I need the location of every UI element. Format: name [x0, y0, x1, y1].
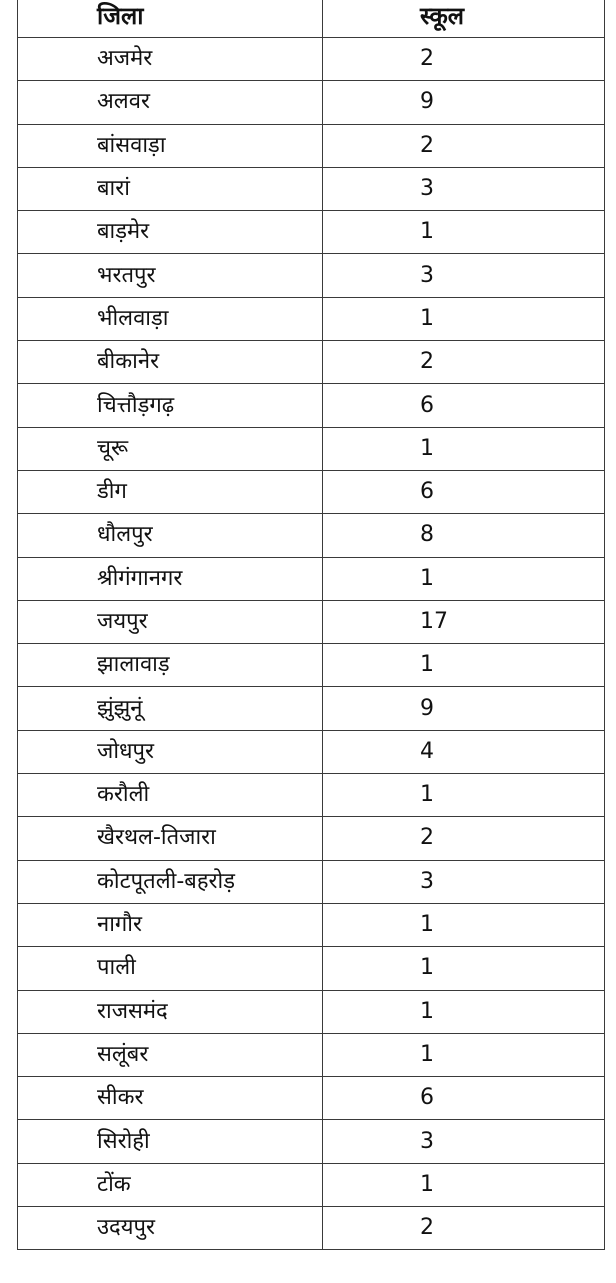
district-name-cell: खैरथल-तिजारा	[18, 817, 323, 860]
district-name-cell: जयपुर	[18, 600, 323, 643]
table-row	[18, 947, 605, 990]
district-name-cell: पाली	[18, 947, 323, 990]
table-row	[18, 470, 605, 513]
table-row	[18, 384, 605, 427]
school-count-cell: 1	[323, 557, 605, 600]
table-row	[18, 774, 605, 817]
table-row	[18, 341, 605, 384]
school-count-cell: 1	[323, 427, 605, 470]
school-count-cell: 1	[323, 644, 605, 687]
table-row	[18, 600, 605, 643]
district-name-cell: अलवर	[18, 81, 323, 124]
school-count-cell: 2	[323, 1207, 605, 1250]
table-header	[18, 0, 605, 38]
table-row	[18, 167, 605, 210]
school-count-cell: 1	[323, 1163, 605, 1206]
table-row	[18, 860, 605, 903]
table-row	[18, 514, 605, 557]
district-name-cell: राजसमंद	[18, 990, 323, 1033]
district-name-cell: चूरू	[18, 427, 323, 470]
school-count-cell: 3	[323, 1120, 605, 1163]
table-body	[18, 38, 605, 1250]
school-count-cell: 1	[323, 1033, 605, 1076]
district-name-cell: कोटपूतली-बहरोड़	[18, 860, 323, 903]
school-count-cell: 2	[323, 124, 605, 167]
school-count-cell: 1	[323, 903, 605, 946]
table-row	[18, 1207, 605, 1250]
district-name-cell: सीकर	[18, 1077, 323, 1120]
school-count-cell: 1	[323, 297, 605, 340]
school-count-cell: 2	[323, 817, 605, 860]
district-name-cell: जोधपुर	[18, 730, 323, 773]
district-name-cell: झुंझुनूं	[18, 687, 323, 730]
table-row	[18, 990, 605, 1033]
school-count-cell: 8	[323, 514, 605, 557]
school-count-cell: 2	[323, 38, 605, 81]
table-row	[18, 211, 605, 254]
table-row	[18, 1077, 605, 1120]
school-count-cell: 9	[323, 81, 605, 124]
district-column-header: जिला	[18, 0, 323, 38]
district-name-cell: सिरोही	[18, 1120, 323, 1163]
schools-column-header: स्कूल	[323, 0, 605, 38]
district-name-cell: करौली	[18, 774, 323, 817]
table-row	[18, 557, 605, 600]
district-name-cell: भीलवाड़ा	[18, 297, 323, 340]
school-count-cell: 4	[323, 730, 605, 773]
school-count-cell: 1	[323, 774, 605, 817]
table-row	[18, 687, 605, 730]
table-row	[18, 1033, 605, 1076]
district-schools-table	[17, 0, 605, 1250]
table-row	[18, 427, 605, 470]
table-row	[18, 254, 605, 297]
district-name-cell: अजमेर	[18, 38, 323, 81]
district-name-cell: उदयपुर	[18, 1207, 323, 1250]
school-count-cell: 3	[323, 254, 605, 297]
school-count-cell: 9	[323, 687, 605, 730]
school-count-cell: 17	[323, 600, 605, 643]
district-name-cell: नागौर	[18, 903, 323, 946]
district-name-cell: धौलपुर	[18, 514, 323, 557]
school-count-cell: 1	[323, 947, 605, 990]
district-name-cell: बीकानेर	[18, 341, 323, 384]
table-row	[18, 124, 605, 167]
district-name-cell: भरतपुर	[18, 254, 323, 297]
district-name-cell: श्रीगंगानगर	[18, 557, 323, 600]
table-row	[18, 81, 605, 124]
school-count-cell: 1	[323, 211, 605, 254]
table-row	[18, 644, 605, 687]
district-name-cell: बाड़मेर	[18, 211, 323, 254]
table-row	[18, 1163, 605, 1206]
school-count-cell: 3	[323, 167, 605, 210]
district-name-cell: डीग	[18, 470, 323, 513]
table-row	[18, 903, 605, 946]
table-row	[18, 1120, 605, 1163]
table-row	[18, 730, 605, 773]
school-count-cell: 1	[323, 990, 605, 1033]
district-name-cell: बांसवाड़ा	[18, 124, 323, 167]
district-name-cell: बारां	[18, 167, 323, 210]
table-row	[18, 297, 605, 340]
district-name-cell: झालावाड़	[18, 644, 323, 687]
table-row	[18, 817, 605, 860]
school-count-cell: 6	[323, 1077, 605, 1120]
school-count-cell: 6	[323, 384, 605, 427]
school-count-cell: 6	[323, 470, 605, 513]
school-count-cell: 3	[323, 860, 605, 903]
school-count-cell: 2	[323, 341, 605, 384]
district-name-cell: सलूंबर	[18, 1033, 323, 1076]
district-name-cell: टोंक	[18, 1163, 323, 1206]
header-row	[18, 0, 605, 38]
table-row	[18, 38, 605, 81]
district-name-cell: चित्तौड़गढ़	[18, 384, 323, 427]
